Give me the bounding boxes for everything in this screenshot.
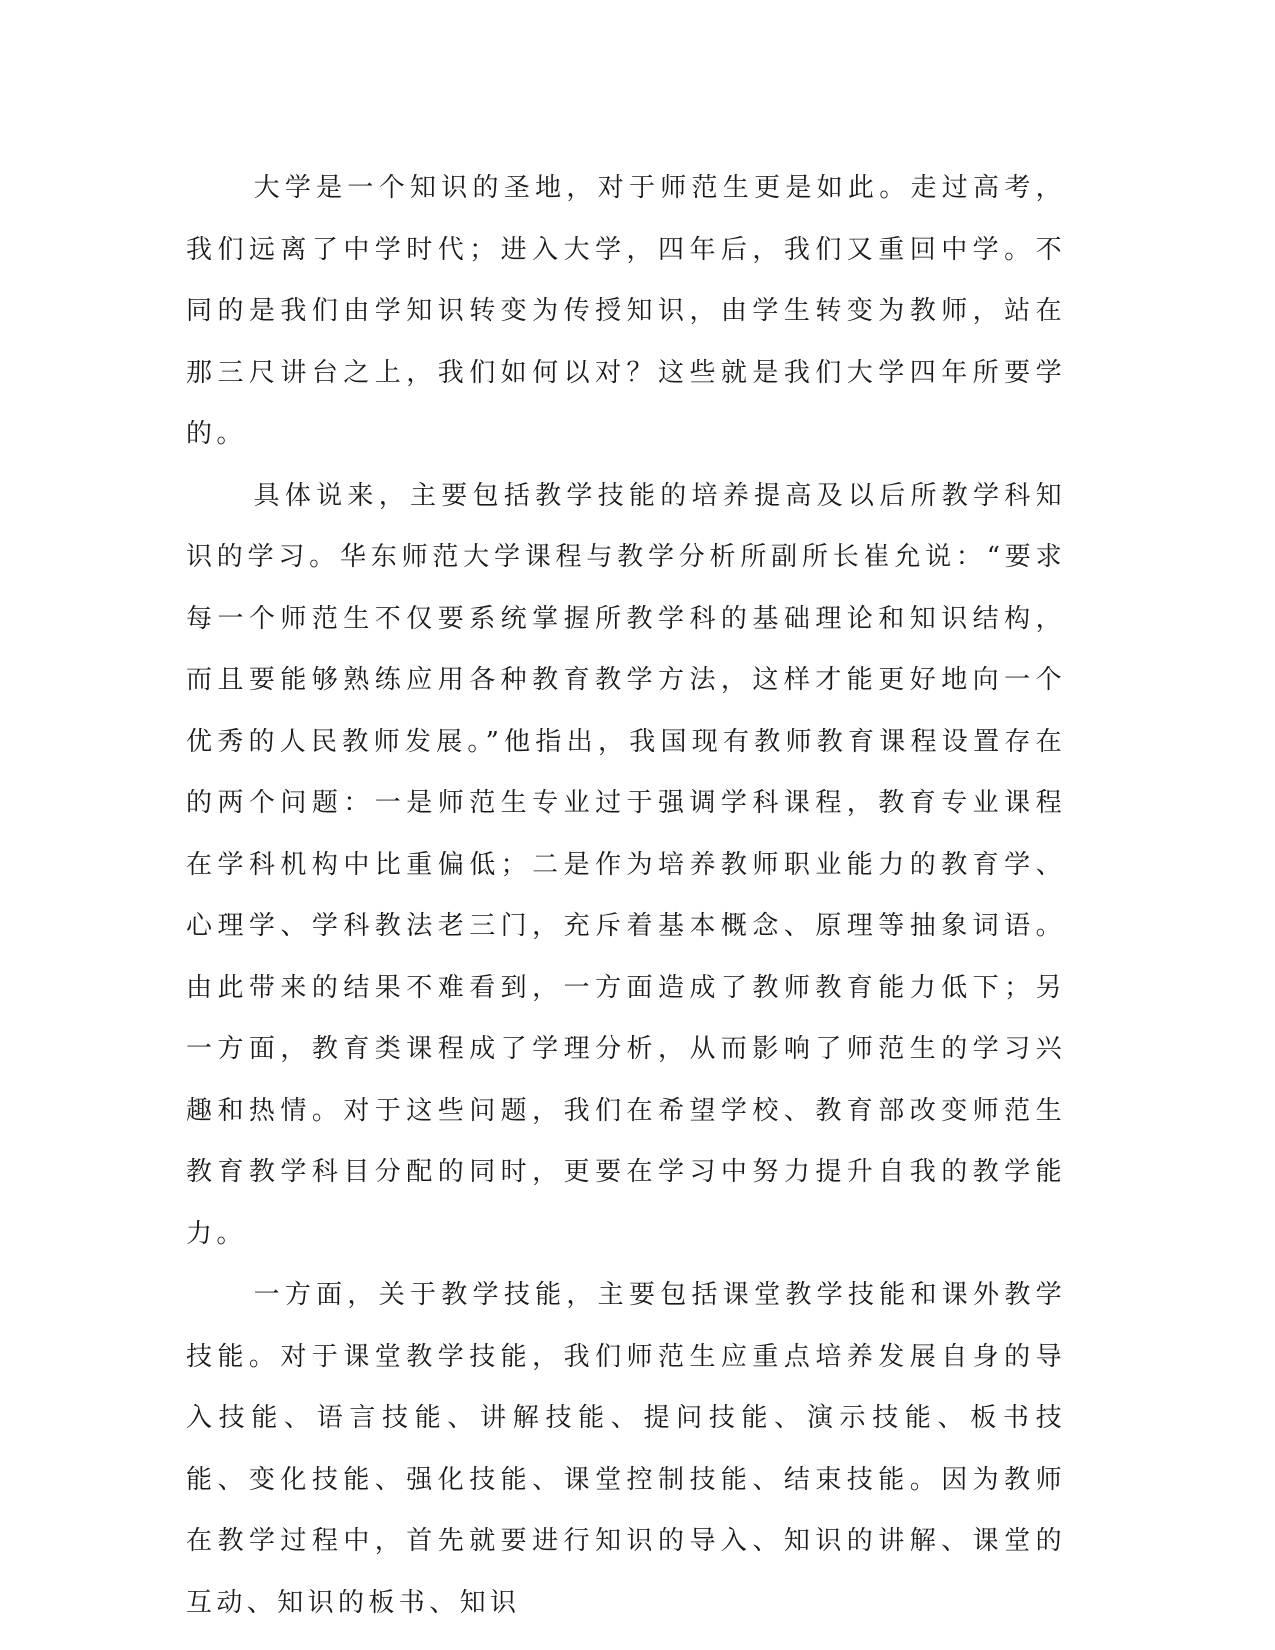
document-body — [186, 158, 1066, 1634]
paragraph-2: 具体说来，主要包括教学技能的培养提高及以后所教学科知识的学习。华东师范大学课程与教学分析所副所长崔允说：“要求每一个师范生不仅要系统掌握所教学科的基础理论和知识结构，而且要能够熟练应用各种教育教学方法，这样才能更好地向一个优秀的人民教师发展。”他指出，我国现有教师教育课程设置存在的两个问题：一是师范生专业过于强调学科课程，教育专业课程在学科机构中比重偏低；二是作为培养教师职业能力的教育学、心理学、学科教法老三门，充斥着基本概念、原理等抽象词语。由此带来的结果不难看到，一方面造成了教师教育能力低下；另一方面，教育类课程成了学理分析，从而影响了师范生的学习兴趣和热情。对于这些问题，我们在希望学校、教育部改变师范生教育教学科目分配的同时，更要在学习中努力提升自我的教学能力。 — [186, 480, 1066, 1249]
paragraph-1: 大学是一个知识的圣地，对于师范生更是如此。走过高考，我们远离了中学时代；进入大学，四年后，我们又重回中学。不同的是我们由学知识转变为传授知识，由学生转变为教师，站在那三尺讲台之上，我们如何以对？这些就是我们大学四年所要学的。 — [186, 173, 1066, 449]
paragraph-3: 一方面，关于教学技能，主要包括课堂教学技能和课外教学技能。对于课堂教学技能，我们师范生应重点培养发展自身的导入技能、语言技能、讲解技能、提问技能、演示技能、板书技能、变化技能、强化技能、课堂控制技能、结束技能。因为教师在教学过程中，首先就要进行知识的导入、知识的讲解、课堂的互动、知识的板书、知识 — [186, 1280, 1066, 1618]
